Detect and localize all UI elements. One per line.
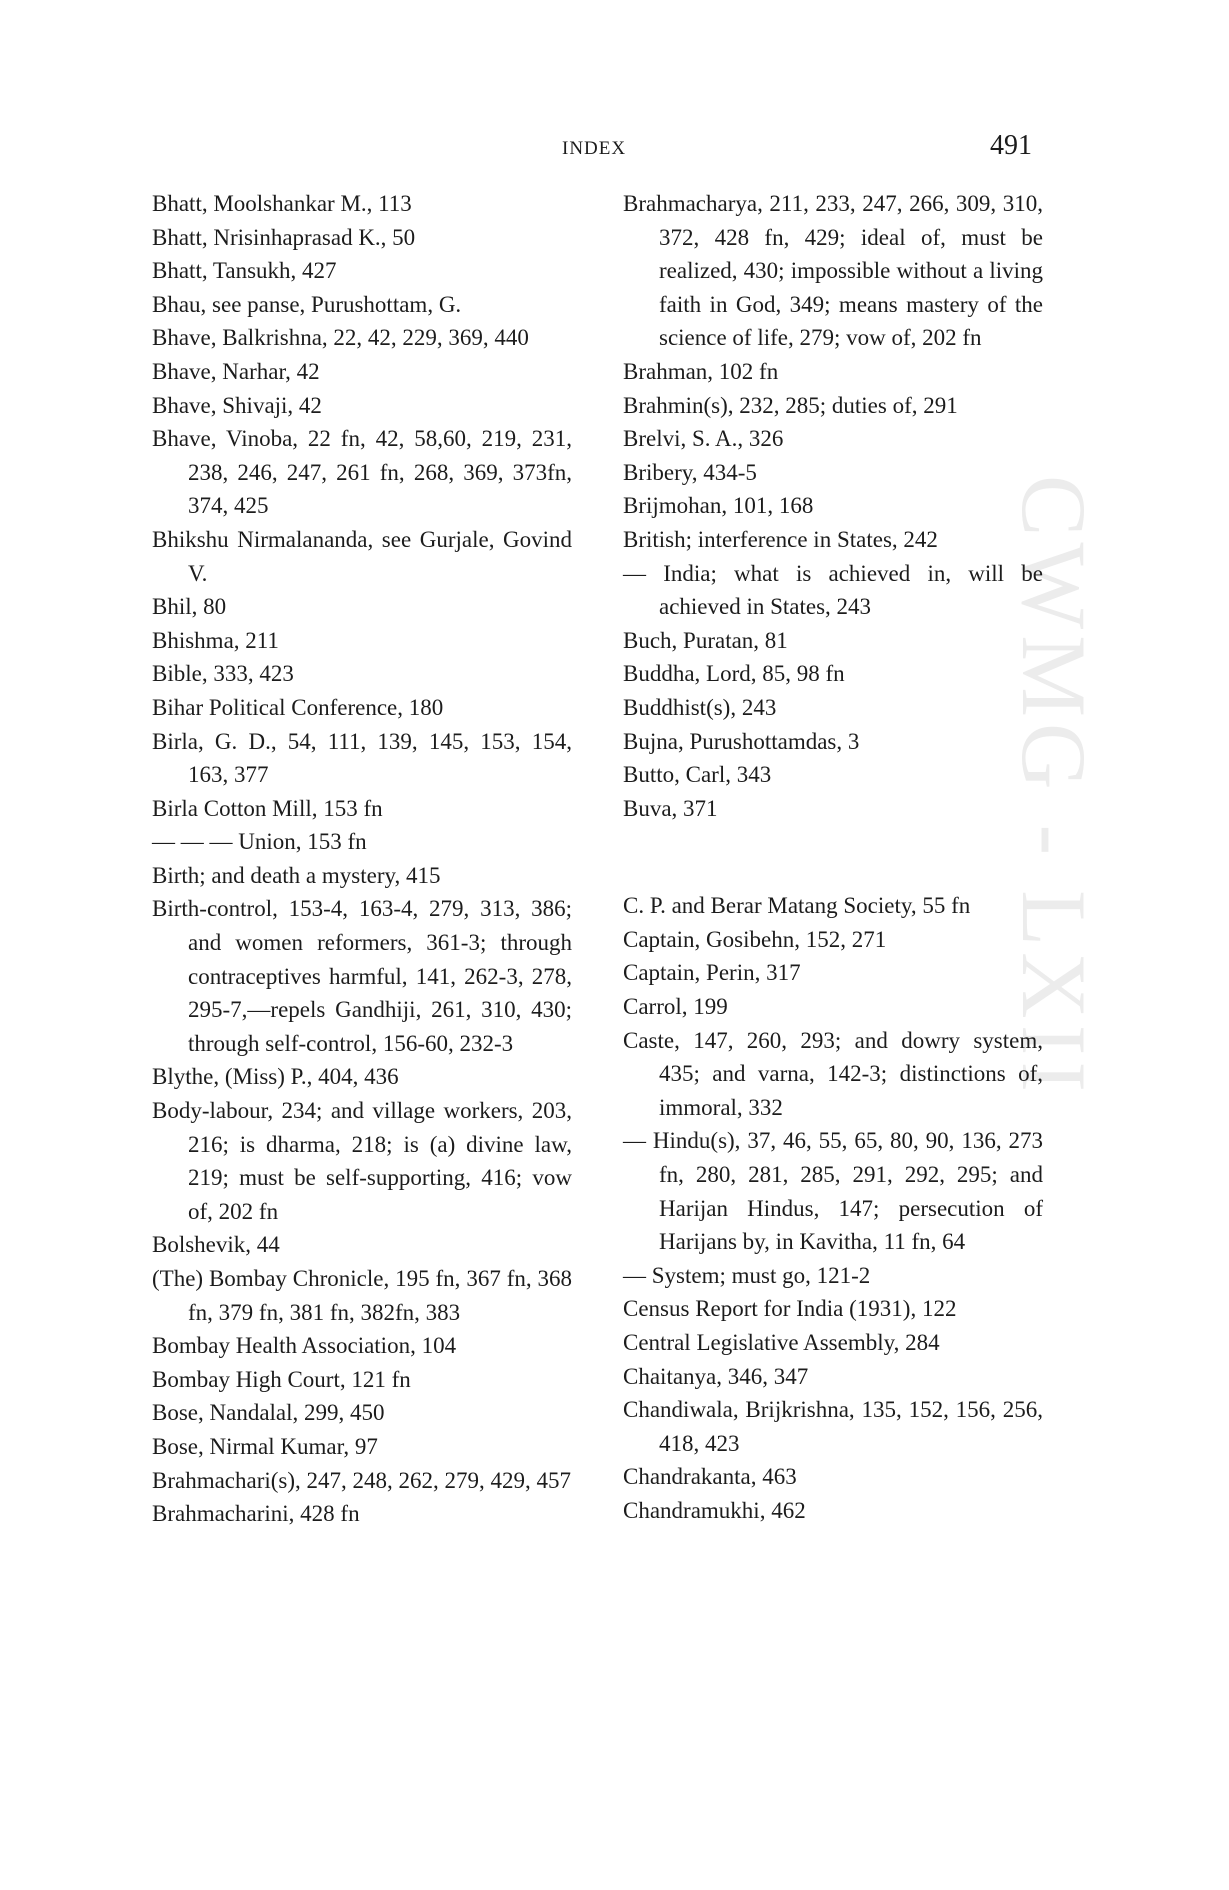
index-entry: Bribery, 434-5 xyxy=(623,459,757,485)
index-entry: Bolshevik, 44 xyxy=(152,1232,280,1258)
index-entry: C. P. and Berar Matang Society, 55 fn xyxy=(623,893,971,919)
index-entry: Captain, Gosibehn, 152, 271 xyxy=(623,926,887,952)
running-head xyxy=(0,130,1229,170)
index-entry: — Hindu(s), 37, 46, 55, 65, 80, 90, 136, 273 fn, 280, 281, 285, 291, 292, 295; and Harijan Hindus, 147; persecution of Harijans by, in Kavitha, 11 fn, 64 xyxy=(623,1128,1043,1255)
index-entry: Chaitanya, 346, 347 xyxy=(623,1363,809,1389)
index-entry: Brahmachari(s), 247, 248, 262, 279, 429, 457 xyxy=(152,1467,572,1493)
index-entry: Blythe, (Miss) P., 404, 436 xyxy=(152,1064,399,1090)
index-entry: Bhikshu Nirmalananda, see Gurjale, Govind V. xyxy=(152,526,572,586)
index-entry: Captain, Perin, 317 xyxy=(623,960,801,986)
left-column xyxy=(152,187,572,1531)
index-entry: Birla Cotton Mill, 153 fn xyxy=(152,795,383,821)
index-entry: Birla, G. D., 54, 111, 139, 145, 153, 154, 163, 377 xyxy=(152,728,572,788)
index-entry: — — — Union, 153 fn xyxy=(152,829,367,855)
index-entry: Bhau, see panse, Purushottam, G. xyxy=(152,291,462,317)
page-number: 491 xyxy=(990,130,1032,161)
index-entry: Caste, 147, 260, 293; and dowry system, 435; and varna, 142-3; distinctions of, immoral, 332 xyxy=(623,1027,1043,1120)
index-entry: Census Report for India (1931), 122 xyxy=(623,1296,957,1322)
index-entry: — System; must go, 121-2 xyxy=(623,1262,871,1288)
index-entry: Brahmacharini, 428 fn xyxy=(152,1501,360,1527)
index-entry: Bombay Health Association, 104 xyxy=(152,1333,457,1359)
index-entry: Bihar Political Conference, 180 xyxy=(152,694,444,720)
index-entry: Bhil, 80 xyxy=(152,594,227,620)
index-entry: Bhatt, Nrisinhaprasad K., 50 xyxy=(152,224,416,250)
index-entry: Brahmin(s), 232, 285; duties of, 291 xyxy=(623,392,958,418)
index-entry: Bhatt, Tansukh, 427 xyxy=(152,258,337,284)
index-entry: Birth-control, 153-4, 163-4, 279, 313, 386; and women reformers, 361-3; through contraceptives harmful, 141, 262-3, 278, 295-7,—repels Gandhiji, 261, 310, 430; through self-control, 156-60, 232-3 xyxy=(152,896,572,1056)
index-entry: Bhishma, 211 xyxy=(152,627,279,653)
index-entry: Buch, Puratan, 81 xyxy=(623,627,788,653)
index-entry: (The) Bombay Chronicle, 195 fn, 367 fn, 368 fn, 379 fn, 381 fn, 382fn, 383 xyxy=(152,1266,572,1325)
index-entry: Brijmohan, 101, 168 xyxy=(623,493,814,519)
index-entry: Brahman, 102 fn xyxy=(623,358,779,384)
index-entry: Chandiwala, Brijkrishna, 135, 152, 156, 256, 418, 423 xyxy=(623,1397,1043,1456)
index-entry: Body-labour, 234; and village workers, 203, 216; is dharma, 218; is (a) divine law, 219; must be self-supporting, 416; vow of, 202 fn xyxy=(152,1098,572,1224)
watermark: CWMG - LXII xyxy=(1003,475,1105,1098)
index-entry: Carrol, 199 xyxy=(623,994,728,1020)
index-entry: Chandramukhi, 462 xyxy=(623,1497,806,1523)
index-entry: Butto, Carl, 343 xyxy=(623,762,772,788)
index-entry: Buddhist(s), 243 xyxy=(623,694,777,720)
index-entry: Birth; and death a mystery, 415 xyxy=(152,862,441,888)
index-entry: Bhave, Shivaji, 42 xyxy=(152,392,322,418)
right-column xyxy=(623,187,1043,1528)
index-entry: Chandrakanta, 463 xyxy=(623,1464,797,1490)
index-entry: Brelvi, S. A., 326 xyxy=(623,426,784,452)
index-entry: Bhave, Narhar, 42 xyxy=(152,358,320,384)
index-entry: Buva, 371 xyxy=(623,795,718,821)
index-entry: Bujna, Purushottamdas, 3 xyxy=(623,728,860,754)
index-entry: — India; what is achieved in, will be achieved in States, 243 xyxy=(623,560,1043,620)
running-title: INDEX xyxy=(562,138,627,159)
index-entry: Bose, Nirmal Kumar, 97 xyxy=(152,1433,378,1459)
index-entry: British; interference in States, 242 xyxy=(623,526,938,552)
index-entry: Bhave, Balkrishna, 22, 42, 229, 369, 440 xyxy=(152,325,529,351)
index-entry: Central Legislative Assembly, 284 xyxy=(623,1330,940,1355)
index-entry: Bhave, Vinoba, 22 fn, 42, 58,60, 219, 231, 238, 246, 247, 261 fn, 268, 369, 373fn, 374, 425 xyxy=(152,426,572,519)
index-entry: Bose, Nandalal, 299, 450 xyxy=(152,1400,385,1426)
index-entry: Bible, 333, 423 xyxy=(152,661,294,687)
index-entry: Buddha, Lord, 85, 98 fn xyxy=(623,661,845,687)
index-entry: Brahmacharya, 211, 233, 247, 266, 309, 310, 372, 428 fn, 429; ideal of, must be realized, 430; impossible without a living faith in God, 349; means mastery of the science of life, 279; vow of, 202 fn xyxy=(623,191,1043,351)
index-entry: Bombay High Court, 121 fn xyxy=(152,1366,411,1392)
index-entry: Bhatt, Moolshankar M., 113 xyxy=(152,191,412,216)
